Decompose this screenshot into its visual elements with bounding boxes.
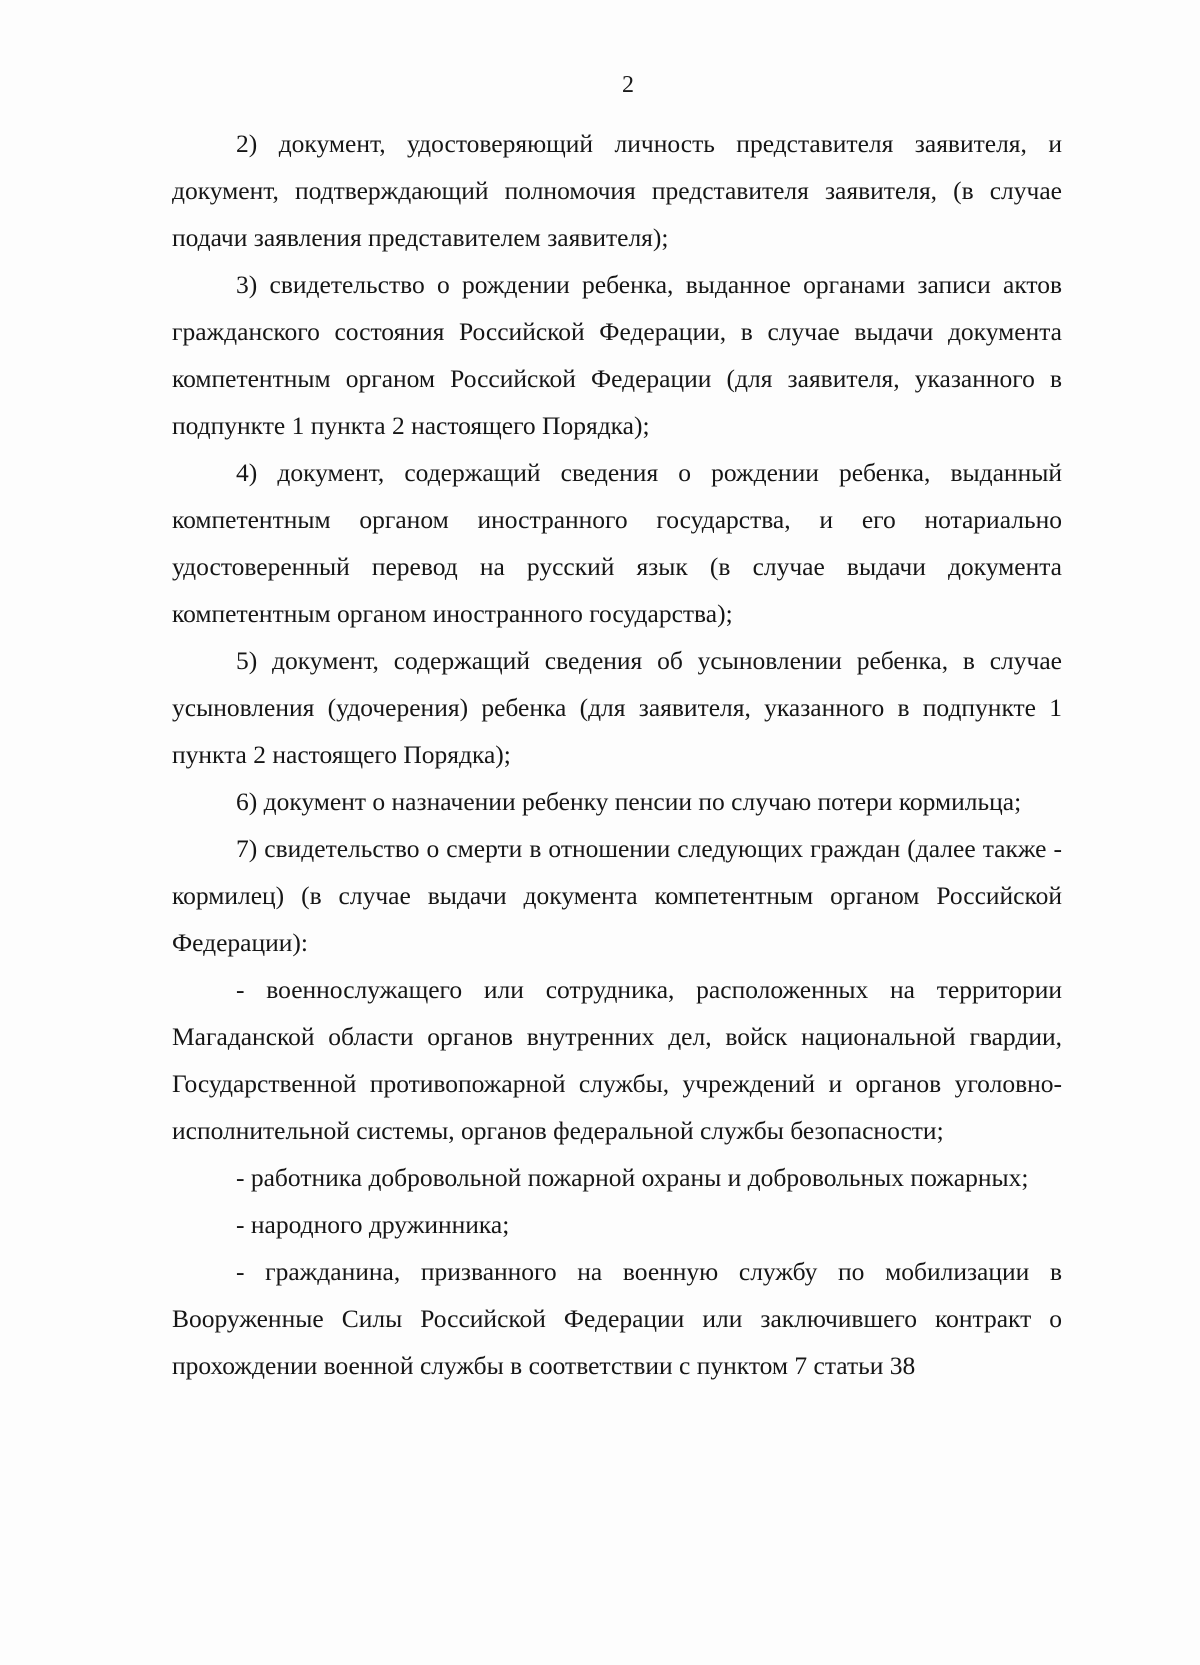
paragraph-item-2: 2) документ, удостоверяющий личность представителя заявителя, и документ, подтверждающий полномочия представителя заявителя, (в случае подачи заявления представителем заявителя); xyxy=(172,129,1062,252)
paragraph-item-4: 4) документ, содержащий сведения о рождении ребенка, выданный компетентным органом иностранного государства, и его нотариально удостоверенный перевод на русский язык (в случае выдачи документа компетентным органом иностранного государства); xyxy=(172,458,1062,628)
document-body xyxy=(172,120,1062,1389)
paragraph-sub-volunteer: - народного дружинника; xyxy=(236,1210,510,1239)
paragraph-sub-firefighter: - работника добровольной пожарной охраны и добровольных пожарных; xyxy=(236,1163,1029,1192)
paragraph-item-6: 6) документ о назначении ребенку пенсии по случаю потери кормильца; xyxy=(236,787,1022,816)
paragraph-item-5: 5) документ, содержащий сведения об усыновлении ребенка, в случае усыновления (удочерения) ребенка (для заявителя, указанного в подпункте 1 пункта 2 настоящего Порядка); xyxy=(172,646,1062,769)
paragraph-sub-military: - военнослужащего или сотрудника, расположенных на территории Магаданской области органов внутренних дел, войск национальной гвардии, Государственной противопожарной службы, учреждений и органов уголовно-исполнительной системы, органов федеральной службы безопасности; xyxy=(172,975,1062,1145)
paragraph-item-3: 3) свидетельство о рождении ребенка, выданное органами записи актов гражданского состояния Российской Федерации, в случае выдачи документа компетентным органом Российской Федерации (для заявителя, указанного в подпункте 1 пункта 2 настоящего Порядка); xyxy=(172,270,1062,440)
paragraph-sub-mobilized: - гражданина, призванного на военную службу по мобилизации в Вооруженные Силы Российской Федерации или заключившего контракт о прохождении военной службы в соответствии с пунктом 7 статьи 38 xyxy=(172,1257,1062,1380)
paragraph-item-7: 7) свидетельство о смерти в отношении следующих граждан (далее также - кормилец) (в случае выдачи документа компетентным органом Российской Федерации): xyxy=(172,834,1062,957)
page-number: 2 xyxy=(622,72,634,98)
